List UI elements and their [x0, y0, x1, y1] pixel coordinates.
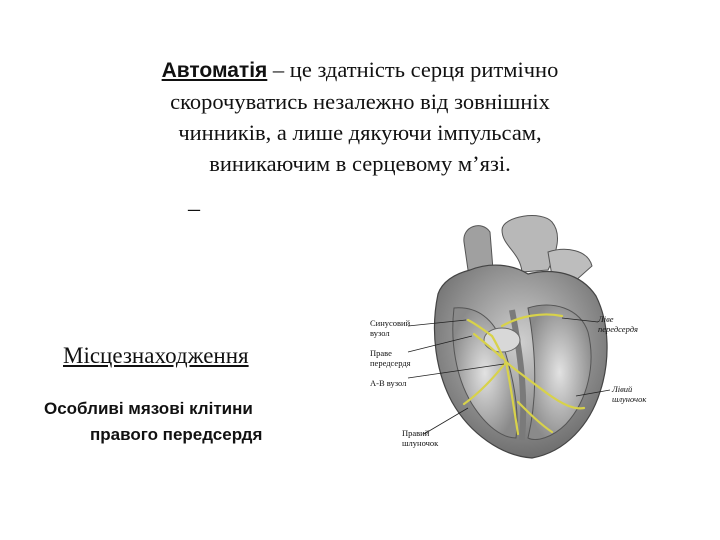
location-line-1: Особливі мязові клітини	[44, 399, 253, 418]
term-automatia: Автоматія	[161, 59, 268, 82]
definition-line-1-rest: – це здатність серця ритмічно	[267, 57, 559, 82]
label-right-atrium: Праве передсердя	[370, 348, 411, 368]
location-line-2: правого передсердя	[90, 425, 263, 444]
stray-dash: –	[188, 196, 200, 222]
label-left-atrium: Ліве передсердя	[598, 314, 638, 334]
definition-line-1	[60, 54, 660, 86]
location-heading: Місцезнаходження	[63, 343, 249, 368]
label-right-ventricle: Правий шлуночок	[402, 428, 439, 448]
aorta-shape	[502, 216, 558, 272]
location-description	[44, 396, 354, 448]
definition-text	[60, 54, 660, 179]
definition-line-4: виникаючим в серцевому м’язі.	[209, 151, 511, 176]
heart-conduction-illustration	[352, 212, 692, 462]
label-sa-node: Синусовий вузол	[370, 318, 411, 338]
definition-line-3: чинників, а лише дякуючи імпульсам,	[178, 120, 542, 145]
definition-line-2: скорочуватись незалежно від зовнішніх	[170, 89, 550, 114]
label-av-node: А-В вузол	[370, 378, 407, 388]
label-left-ventricle: Лівий шлуночок	[612, 384, 647, 404]
valve-shape	[484, 328, 520, 352]
